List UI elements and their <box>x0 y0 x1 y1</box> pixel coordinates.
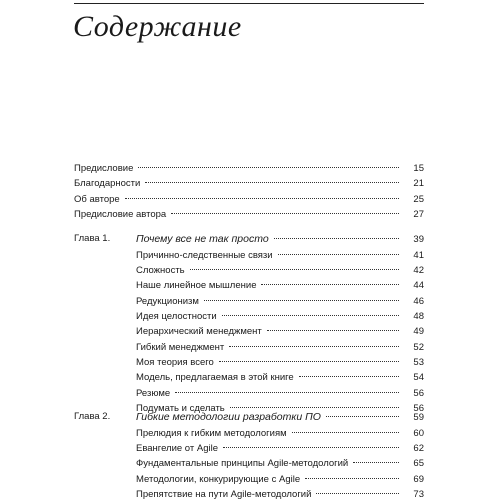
dot-leader <box>229 345 399 347</box>
toc-entry-page: 53 <box>413 356 424 368</box>
toc-section-item[interactable] <box>136 355 424 371</box>
toc-entry-title: Иерархический менеджмент <box>136 326 262 338</box>
toc-section-item[interactable] <box>136 487 424 503</box>
toc-entry-title: Об авторе <box>74 193 120 205</box>
toc-section-item[interactable] <box>136 426 424 442</box>
toc-entry-page: 56 <box>413 387 424 399</box>
toc-section-item[interactable] <box>136 309 424 325</box>
dot-leader <box>299 375 399 377</box>
toc-entry-title: Причинно-следственные связи <box>136 249 273 261</box>
page-title: Содержание <box>73 10 242 43</box>
toc-entry-title: Подумать и сделать <box>136 402 225 414</box>
dot-leader <box>171 212 399 214</box>
toc-entry-page: 48 <box>413 311 424 322</box>
toc-entry-page: 69 <box>413 473 424 485</box>
toc-section-item[interactable] <box>136 294 424 310</box>
toc-entry-page: 21 <box>413 178 424 190</box>
toc-section-item[interactable] <box>136 441 424 457</box>
toc-section-item[interactable] <box>136 386 424 402</box>
toc-entry-title: Методологии, конкурирующие с Agile <box>136 473 301 485</box>
dot-leader <box>223 446 399 448</box>
dot-leader <box>145 181 399 183</box>
dot-leader <box>292 431 399 433</box>
toc-chapter-title[interactable] <box>136 409 424 425</box>
toc-entry-title: Сложность <box>136 265 185 277</box>
toc-front-matter-item[interactable] <box>74 161 424 177</box>
toc-front-matter-item[interactable] <box>74 207 424 223</box>
toc-entry-page: 49 <box>413 326 424 338</box>
toc-entry-title: Почему все не так просто <box>136 233 269 245</box>
toc-entry-title: Фундаментальные принципы Agile-методологий <box>136 458 349 470</box>
dot-leader <box>326 415 399 417</box>
toc-entry-page: 46 <box>413 295 424 307</box>
toc-entry-title: Наше линейное мышление <box>136 280 257 292</box>
chapter-label: Глава 1. <box>74 233 111 244</box>
toc-entry-title: Модель, предлагаемая в этой книге <box>136 372 294 384</box>
toc-entry-page: 42 <box>413 265 424 277</box>
toc-front-matter-item[interactable] <box>74 192 424 208</box>
dot-leader <box>278 253 399 255</box>
toc-entry-title: Гибкий менеджмент <box>136 341 225 353</box>
dot-leader <box>261 283 399 285</box>
toc-entry-page: 60 <box>413 427 424 439</box>
top-rule <box>74 3 424 4</box>
toc-section-item[interactable] <box>136 324 424 340</box>
toc-entry-page: 65 <box>413 458 424 470</box>
toc-entry-title: Идея целостности <box>136 311 217 322</box>
toc-entry-title: Препятствие на пути Agile-методологий <box>136 489 312 500</box>
toc-entry-page: 56 <box>413 402 424 414</box>
dot-leader <box>222 314 399 316</box>
toc-entry-page: 62 <box>413 443 424 455</box>
dot-leader <box>305 477 399 479</box>
toc-front-matter-item[interactable] <box>74 176 424 192</box>
toc-entry-page: 39 <box>413 234 424 245</box>
toc-entry-page: 44 <box>413 280 424 292</box>
dot-leader <box>230 406 399 408</box>
toc-entry-title: Благодарности <box>74 178 141 190</box>
dot-leader <box>138 166 399 168</box>
toc-section-item[interactable] <box>136 263 424 279</box>
toc-section-item[interactable] <box>136 456 424 472</box>
toc-entry-page: 25 <box>413 193 424 205</box>
dot-leader <box>316 492 399 494</box>
dot-leader <box>175 391 399 393</box>
dot-leader <box>274 237 399 239</box>
toc-entry-title: Редукционизм <box>136 295 199 307</box>
chapter-label: Глава 2. <box>74 411 111 422</box>
toc-entry-title: Евангелие от Agile <box>136 443 218 455</box>
toc-entry-page: 41 <box>413 249 424 261</box>
toc-entry-page: 73 <box>413 489 424 500</box>
toc-section-item[interactable] <box>136 340 424 356</box>
toc-entry-page: 27 <box>413 208 424 220</box>
toc-entry-page: 52 <box>413 341 424 353</box>
toc-section-item[interactable] <box>136 370 424 386</box>
toc-chapter-title[interactable] <box>136 231 424 247</box>
dot-leader <box>267 329 399 331</box>
toc-entry-title: Предисловие <box>74 163 134 174</box>
toc-entry-page: 54 <box>413 372 424 384</box>
toc-entry-page: 15 <box>413 163 424 174</box>
dot-leader <box>219 360 399 362</box>
dot-leader <box>353 461 399 463</box>
toc-section-item[interactable] <box>136 278 424 294</box>
dot-leader <box>125 197 399 199</box>
toc-section-item[interactable] <box>136 248 424 264</box>
toc-entry-title: Предисловие автора <box>74 208 167 220</box>
toc-entry-title: Гибкие методологии разработки ПО <box>136 411 321 423</box>
toc-entry-title: Моя теория всего <box>136 356 214 368</box>
toc-entry-page: 59 <box>413 412 424 423</box>
toc-section-item[interactable] <box>136 472 424 488</box>
dot-leader <box>190 268 399 270</box>
dot-leader <box>204 299 399 301</box>
toc-entry-title: Прелюдия к гибким методологиям <box>136 427 287 439</box>
toc-entry-title: Резюме <box>136 387 171 399</box>
